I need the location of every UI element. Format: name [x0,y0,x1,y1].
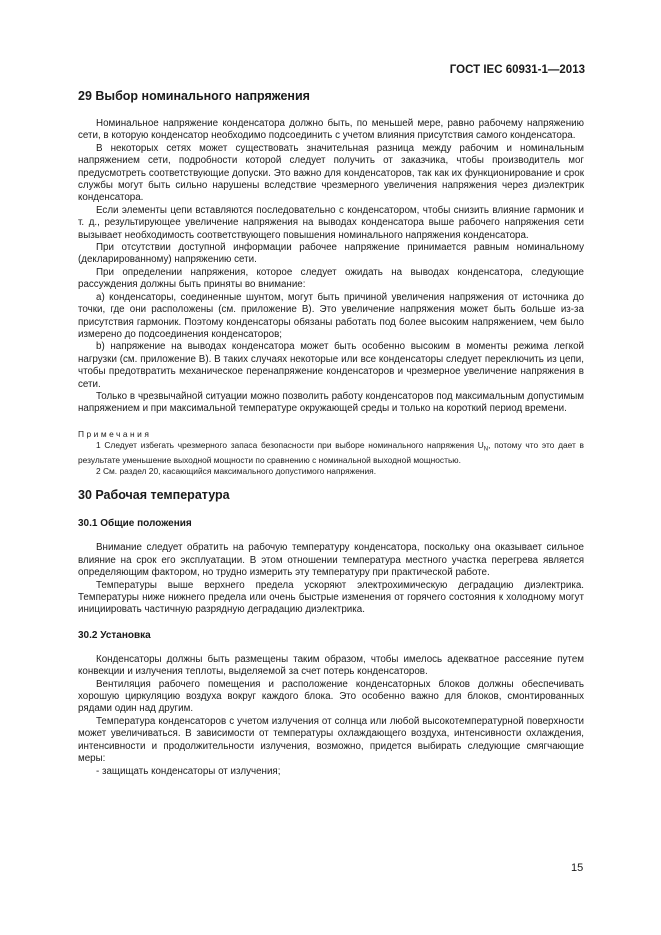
s29-paragraph-5: При определении напряжения, которое следует ожидать на выводах конденсатора, следующие рассуждения должны быть приняты во внимание: [78,266,584,291]
note-2: 2 См. раздел 20, касающийся максимального допустимого напряжения. [96,466,377,477]
subsection-30-1-title: 30.1 Общие положения [78,518,192,530]
s29-list-item-b: b) напряжение на выводах конденсатора может быть особенно высоким в моменты режима легкой нагрузки (см. приложение В). В таких случаях некоторые или все конденсаторы следует переключить из цепи, чтобы предотвратить механическое перенапряжение конденсаторов и чрезмерное увеличение напряжения в сети. [78,341,584,390]
s29-paragraph-4: При отсутствии доступной информации рабочее напряжение принимается равным номинальному (декларированному) напряжению сети. [78,242,584,266]
page-number: 15 [571,862,584,874]
s30-2-list-item: - защищать конденсаторы от излучения; [96,765,281,777]
page-content [78,88,584,778]
s29-paragraph-1: Номинальное напряжение конденсатора должно быть, по меньшей мере, равно рабочему напряжению сети, в которую конденсатор необходимо подсоединить с учетом влияния присутствия самого конденсатора. [78,118,584,142]
section-29-title: 29 Выбор номинального напряжения [78,89,310,103]
s29-paragraph-3: Если элементы цепи вставляются последовательно с конденсатором, чтобы снизить влияние гармоник и т. д., результирующее увеличение напряжения на выводах конденсатора выше рабочего напряжения сети вызывает необходимость соответствующего повышения номинального напряжения конденсатора. [78,204,584,241]
s30-1-paragraph-2: Температуры выше верхнего предела ускоряют электрохимическую деградацию диэлектрика. Температуры ниже нижнего предела или очень быстрые изменения от горячего состояния к холодному могут инициировать частичную разрядную деградацию диэлектрика. [78,579,584,616]
document-header: ГОСТ IEC 60931-1—2013 [449,64,585,76]
s30-1-paragraph-1: Внимание следует обратить на рабочую температуру конденсатора, поскольку она оказывает сильное влияние на срок его эксплуатации. В этом отношении температура местного участка перегрева является определяющим фактором, но трудно измерить эту температуру при практической работе. [78,542,584,579]
notes-title: Примечания [78,428,152,439]
note-1: 1 Следует избегать чрезмерного запаса безопасности при выборе номинального напряжения $U_N$, потому что это дает в результате уменьшение выходной мощности по сравнению с номинальной выходной мощностью. [78,439,585,466]
s30-2-paragraph-3: Температура конденсаторов с учетом излучения от солнца или любой высокотемпературной поверхности может увеличиваться. В зависимости от температуры охлаждающего воздуха, интенсивности охлаждения, интенсивности и продолжительности излучения, возможно, придется выбирать следующие смягчающие меры: [78,715,584,765]
notes-block [78,429,584,478]
s29-list-item-a: а) конденсаторы, соединенные шунтом, могут быть причиной увеличения напряжения от источника до точки, где они расположены (см. приложение В). Это увеличение напряжения может быть больше из-за присутствия гармоник. Поэтому конденсаторы обязаны работать под более высоким напряжением, чем было измерено до подсоединения конденсаторов; [78,291,584,340]
s29-paragraph-6: Только в чрезвычайной ситуации можно позволить работу конденсаторов под максимальным допустимым напряжением и при максимальной температуре окружающей среды и только на короткий период времени. [78,390,584,415]
section-30-title: 30 Рабочая температура [78,488,230,503]
s30-2-paragraph-2: Вентиляция рабочего помещения и расположение конденсаторных блоков должны обеспечивать хорошую циркуляцию воздуха вокруг каждого блока. Это особенно важно для блоков, смонтированных рядами один над другим. [78,678,584,715]
subsection-30-2-title: 30.2 Установка [78,629,151,641]
s30-2-paragraph-1: Конденсаторы должны быть размещены таким образом, чтобы имелось адекватное рассеяние путем конвекции и излучения теплоты, выделяемой за счет потерь конденсаторов. [78,653,584,678]
s29-paragraph-2: В некоторых сетях может существовать значительная разница между рабочим и номинальным напряжением сети, подробности которой следует получить от заказчика, чтобы производитель мог предусмотреть соответствующие допуски. Это важно для конденсаторов, так как их функционирование и срок службы могут быть сильно нарушены вследствие чрезмерного увеличения напряжения через диэлектрик конденсатора. [78,142,584,204]
